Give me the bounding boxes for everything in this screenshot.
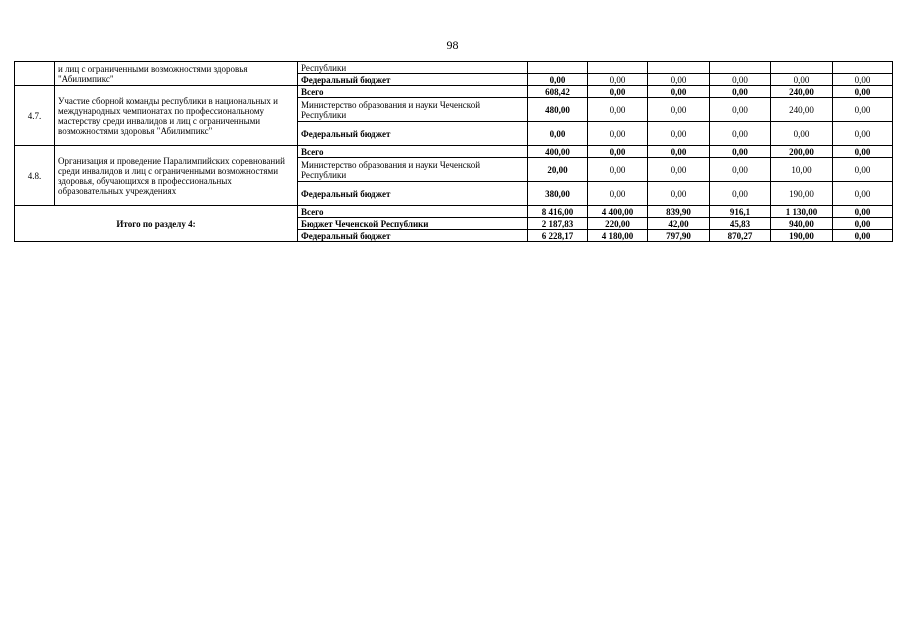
value-cell: 0,00 — [588, 74, 648, 86]
value-cell: 0,00 — [833, 74, 893, 86]
value-cell: 0,00 — [648, 122, 710, 146]
value-cell: 6 228,17 — [528, 230, 588, 242]
value-cell: 200,00 — [771, 146, 833, 158]
value-cell: 0,00 — [588, 146, 648, 158]
funding-source: Министерство образования и науки Чеченской Республики — [298, 98, 528, 122]
measure-name: Организация и проведение Паралимпийских соревнований среди инвалидов и лиц с ограниченными возможностями здоровья, обучающихся в профессиональных образовательных учреждениях — [55, 146, 298, 206]
value-cell: 240,00 — [771, 86, 833, 98]
value-cell — [771, 62, 833, 74]
value-cell: 0,00 — [588, 122, 648, 146]
value-cell: 190,00 — [771, 182, 833, 206]
value-cell: 0,00 — [710, 98, 771, 122]
value-cell: 0,00 — [710, 146, 771, 158]
value-cell: 0,00 — [528, 122, 588, 146]
value-cell: 0,00 — [588, 98, 648, 122]
value-cell: 42,00 — [648, 218, 710, 230]
row-index: 4.7. — [15, 86, 55, 146]
funding-source: Федеральный бюджет — [298, 182, 528, 206]
value-cell: 0,00 — [710, 122, 771, 146]
value-cell — [528, 62, 588, 74]
value-cell: 0,00 — [648, 158, 710, 182]
value-cell: 20,00 — [528, 158, 588, 182]
funding-source: Всего — [298, 86, 528, 98]
value-cell — [710, 62, 771, 74]
value-cell: 0,00 — [833, 182, 893, 206]
funding-source: Министерство образования и науки Чеченской Республики — [298, 158, 528, 182]
table-row — [15, 62, 893, 74]
funding-source: Республики — [298, 62, 528, 74]
value-cell: 870,27 — [710, 230, 771, 242]
value-cell: 10,00 — [771, 158, 833, 182]
table-row — [15, 146, 893, 158]
value-cell: 0,00 — [648, 98, 710, 122]
table-row — [15, 86, 893, 98]
funding-source: Федеральный бюджет — [298, 74, 528, 86]
funding-source: Всего — [298, 206, 528, 218]
row-index — [15, 62, 55, 86]
value-cell: 0,00 — [771, 122, 833, 146]
value-cell: 0,00 — [710, 182, 771, 206]
value-cell: 400,00 — [528, 146, 588, 158]
value-cell: 0,00 — [710, 158, 771, 182]
value-cell — [588, 62, 648, 74]
value-cell: 240,00 — [771, 98, 833, 122]
total-row — [15, 206, 893, 218]
value-cell: 0,00 — [833, 158, 893, 182]
value-cell: 916,1 — [710, 206, 771, 218]
value-cell: 480,00 — [528, 98, 588, 122]
value-cell: 797,90 — [648, 230, 710, 242]
measure-name: и лиц с ограниченными возможностями здоровья "Абилимпикс" — [55, 62, 298, 86]
value-cell — [833, 62, 893, 74]
value-cell: 0,00 — [588, 86, 648, 98]
funding-source: Федеральный бюджет — [298, 230, 528, 242]
value-cell: 1 130,00 — [771, 206, 833, 218]
measure-name: Участие сборной команды республики в национальных и международных чемпионатах по профессиональному мастерству среди инвалидов и лиц с ограниченными возможностями здоровья "Абилимпикс" — [55, 86, 298, 146]
value-cell: 45,83 — [710, 218, 771, 230]
page-number: 98 — [446, 38, 459, 52]
value-cell: 0,00 — [710, 86, 771, 98]
funding-source: Бюджет Чеченской Республики — [298, 218, 528, 230]
value-cell — [648, 62, 710, 74]
funding-source: Федеральный бюджет — [298, 122, 528, 146]
value-cell: 0,00 — [833, 86, 893, 98]
value-cell: 839,90 — [648, 206, 710, 218]
funding-source: Всего — [298, 146, 528, 158]
budget-table — [14, 61, 893, 242]
value-cell: 0,00 — [833, 218, 893, 230]
value-cell: 0,00 — [648, 146, 710, 158]
value-cell: 0,00 — [833, 98, 893, 122]
value-cell: 380,00 — [528, 182, 588, 206]
value-cell: 0,00 — [648, 86, 710, 98]
value-cell: 0,00 — [833, 230, 893, 242]
value-cell: 0,00 — [833, 206, 893, 218]
value-cell: 4 400,00 — [588, 206, 648, 218]
value-cell: 2 187,83 — [528, 218, 588, 230]
value-cell: 220,00 — [588, 218, 648, 230]
value-cell: 0,00 — [648, 182, 710, 206]
value-cell: 608,42 — [528, 86, 588, 98]
value-cell: 0,00 — [710, 74, 771, 86]
value-cell: 0,00 — [833, 146, 893, 158]
value-cell: 190,00 — [771, 230, 833, 242]
value-cell: 940,00 — [771, 218, 833, 230]
value-cell: 0,00 — [528, 74, 588, 86]
value-cell: 0,00 — [648, 74, 710, 86]
value-cell: 4 180,00 — [588, 230, 648, 242]
value-cell: 8 416,00 — [528, 206, 588, 218]
section-total-label: Итого по разделу 4: — [15, 206, 298, 242]
value-cell: 0,00 — [833, 122, 893, 146]
value-cell: 0,00 — [771, 74, 833, 86]
value-cell: 0,00 — [588, 158, 648, 182]
value-cell: 0,00 — [588, 182, 648, 206]
row-index: 4.8. — [15, 146, 55, 206]
